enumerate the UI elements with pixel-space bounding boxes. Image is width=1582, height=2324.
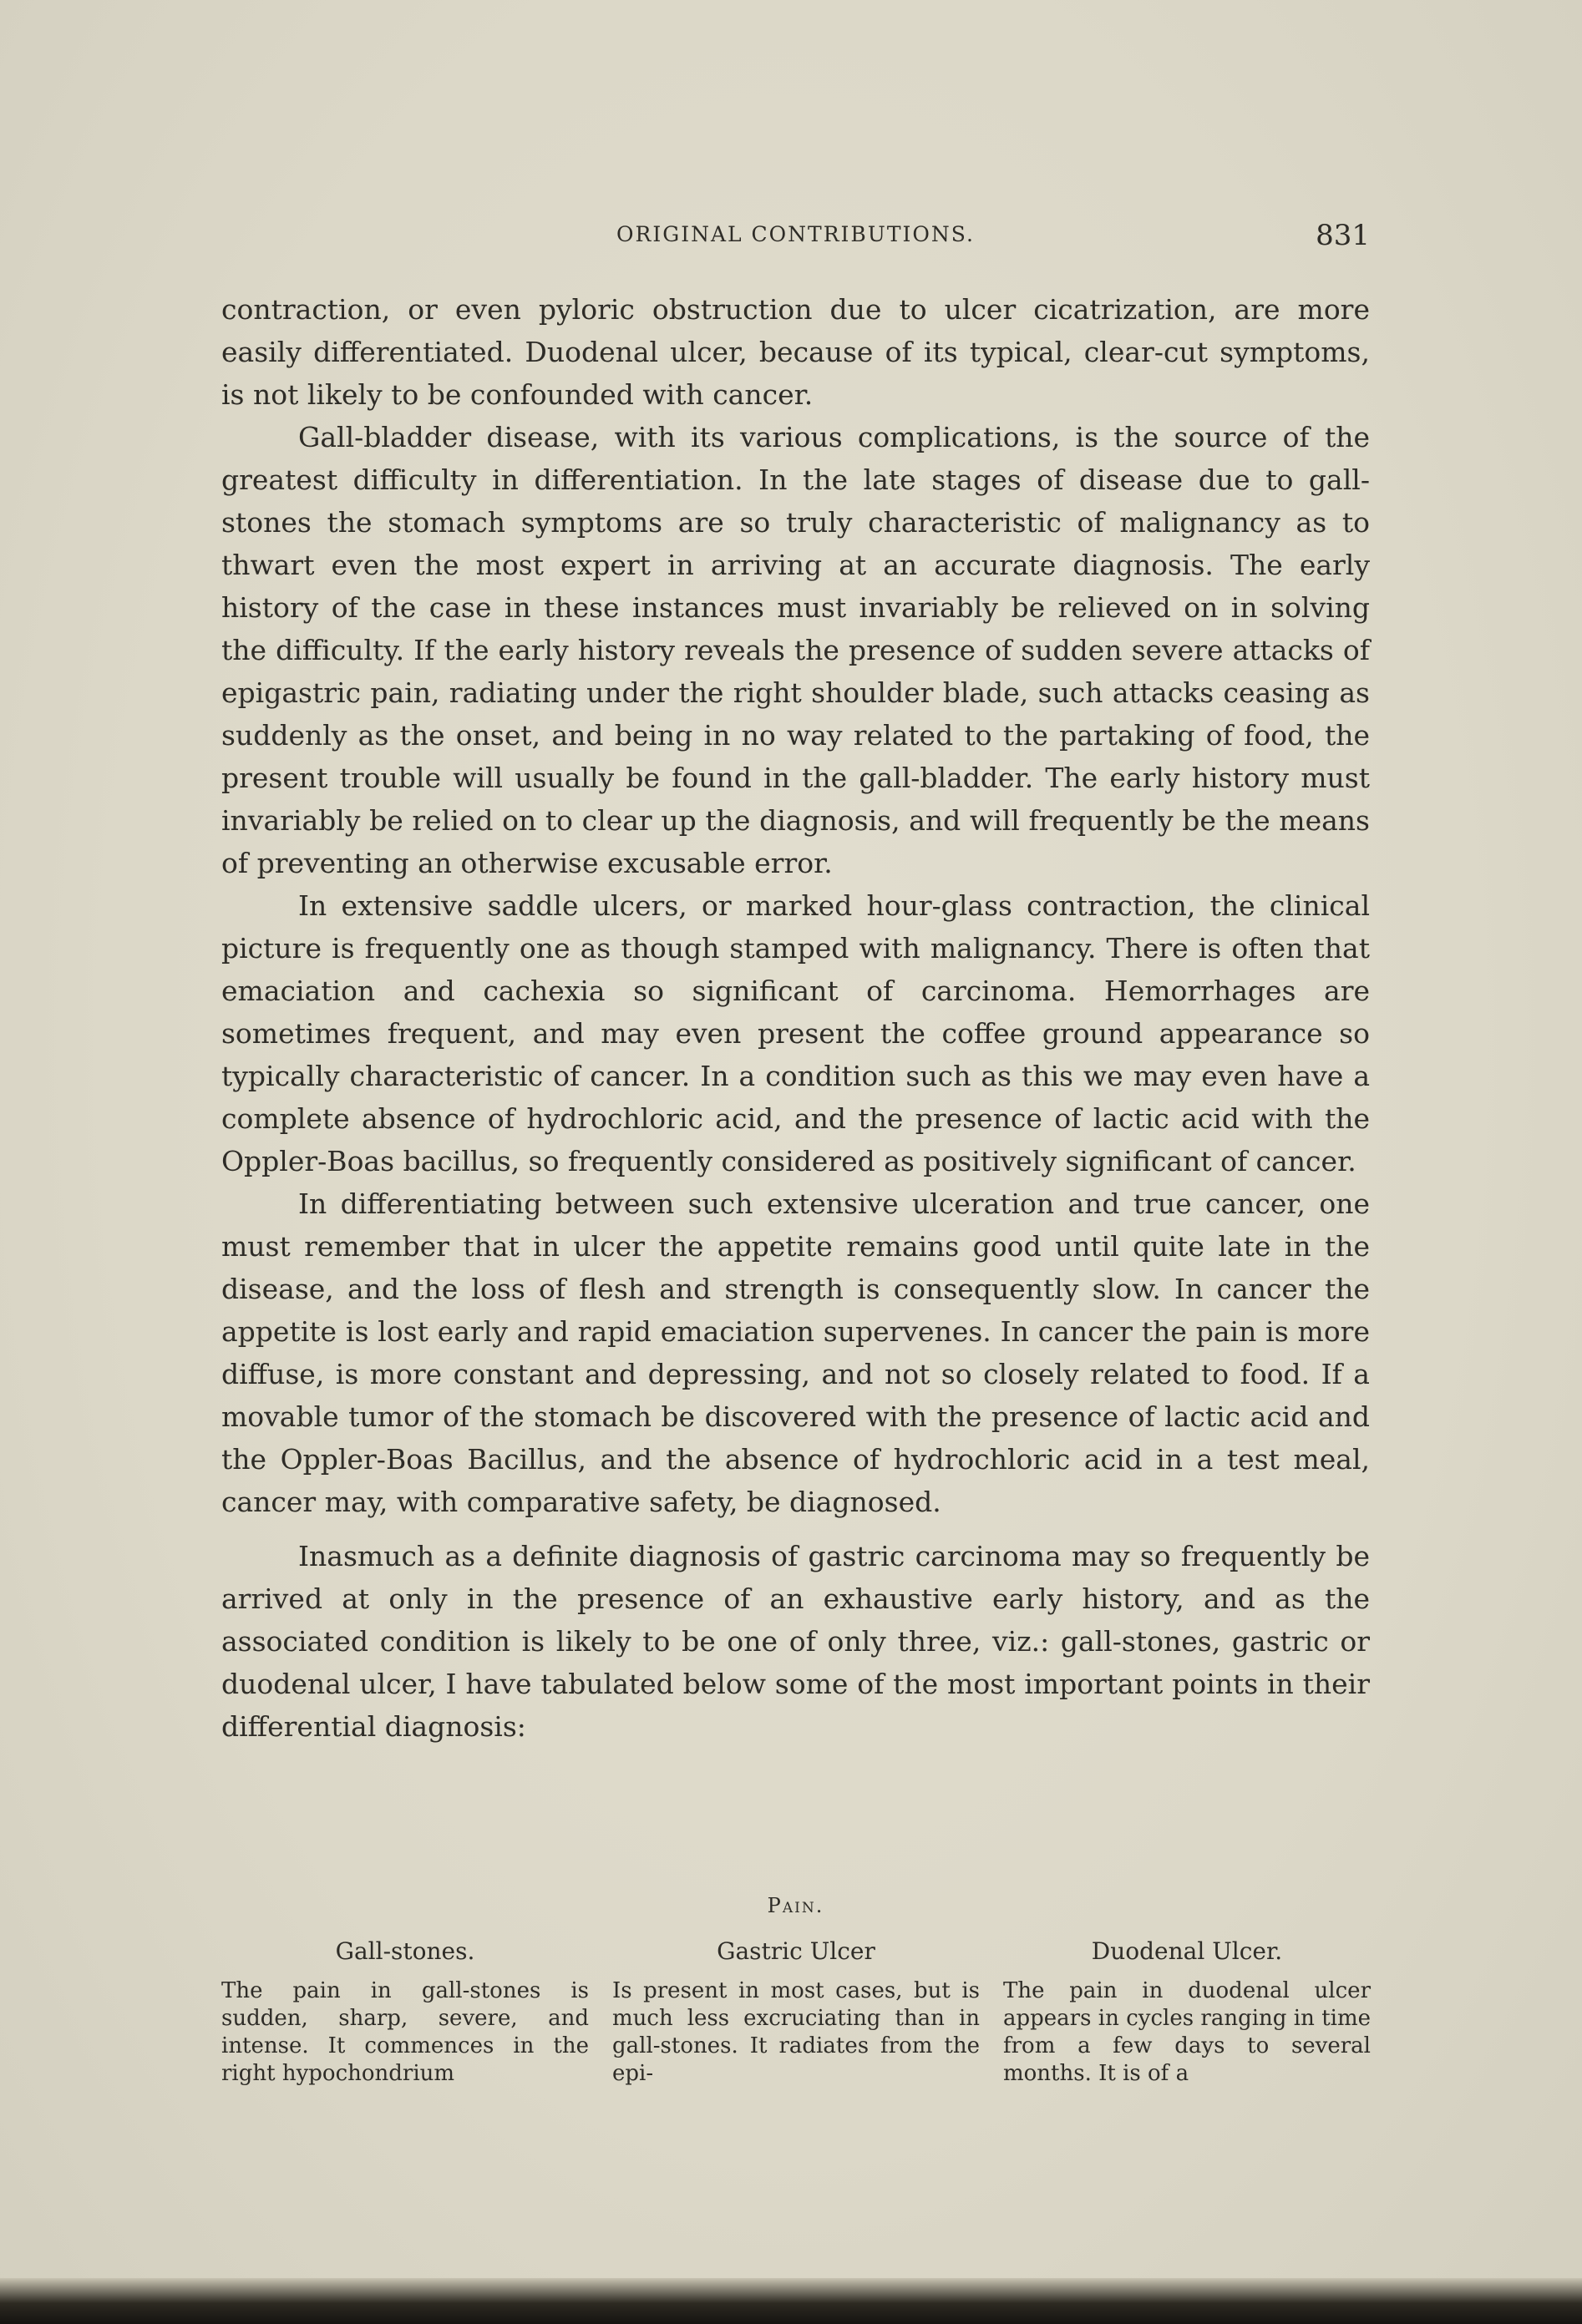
- body-text: [221, 288, 1370, 1748]
- column-header: Gastric Ulcer: [717, 1937, 875, 1965]
- column-gall-stones: [221, 1937, 589, 2088]
- page-number: 831: [1316, 219, 1370, 252]
- paragraph-1: contraction, or even pyloric obstruction due to ulcer cicatrization, are more easily differentiated. Duodenal ulcer, because of its typical, clear-cut symptoms, is not likely to be confounded with cancer.: [221, 293, 1370, 411]
- paragraph-4: In differentiating between such extensive ulceration and true cancer, one must remember that in ulcer the appetite remains good until quite late in the disease, and the loss of flesh and strength is consequently slow. In cancer the appetite is lost early and rapid emaciation supervenes. In cancer the pain is more diffuse, is more constant and depressing, and not so closely related to food. If a movable tumor of the stomach be discovered with the presence of lactic acid and the Oppler-Boas Bacillus, and the absence of hydrochloric acid in a test meal, cancer may, with comparative safety, be diagnosed.: [221, 1187, 1370, 1518]
- column-text: The pain in duodenal ulcer appears in cycles ranging in time from a few days to several months. It is of a: [1003, 1978, 1371, 2086]
- column-text: Is present in most cases, but is much less excruciating than in gall-stones. It radiates from the epi-: [612, 1978, 980, 2086]
- paragraph-3: In extensive saddle ulcers, or marked hour-glass contraction, the clinical picture is frequently one as though stamped with malignancy. There is often that emaciation and cachexia so significant of carcinoma. Hemorrhages are sometimes frequent, and may even present the coffee ground appearance so typically characteristic of cancer. In a condition such as this we may even have a complete absence of hydrochloric acid, and the presence of lactic acid with the Oppler-Boas bacillus, so frequently considered as positively significant of cancer.: [221, 889, 1370, 1177]
- column-header: Gall-stones.: [335, 1937, 475, 1965]
- running-head: [221, 219, 1370, 252]
- column-duodenal-ulcer: [1003, 1937, 1371, 2088]
- section-heading-pain: Pain.: [767, 1894, 824, 1917]
- column-text: The pain in gall-stones is sudden, sharp, severe, and intense. It commences in the right hypochondrium: [221, 1978, 589, 2086]
- paragraph-5: Inasmuch as a definite diagnosis of gastric carcinoma may so frequently be arrived at only in the presence of an exhaustive early history, and as the associated condition is likely to be one of only three, viz.: gall-stones, gastric or duodenal ulcer, I have tabulated below some of the most important points in their differential diagnosis:: [221, 1540, 1370, 1743]
- column-header: Duodenal Ulcer.: [1091, 1937, 1283, 1965]
- paragraph-2: Gall-bladder disease, with its various complications, is the source of the greatest difficulty in differentiation. In the late stages of disease due to gall-stones the stomach symptoms are so truly characteristic of malignancy as to thwart even the most expert in arriving at an accurate diagnosis. The early history of the case in these instances must invariably be relieved on in solving the difficulty. If the early history reveals the presence of sudden severe attacks of epigastric pain, radiating under the right shoulder blade, such attacks ceasing as suddenly as the onset, and being in no way related to the partaking of food, the present trouble will usually be found in the gall-bladder. The early history must invariably be relied on to clear up the diagnosis, and will frequently be the means of preventing an otherwise excusable error.: [221, 421, 1370, 879]
- running-title: ORIGINAL CONTRIBUTIONS.: [616, 222, 975, 246]
- column-gastric-ulcer: [612, 1937, 980, 2088]
- page-bottom-edge: [0, 2278, 1582, 2324]
- differential-table: [221, 1937, 1370, 2121]
